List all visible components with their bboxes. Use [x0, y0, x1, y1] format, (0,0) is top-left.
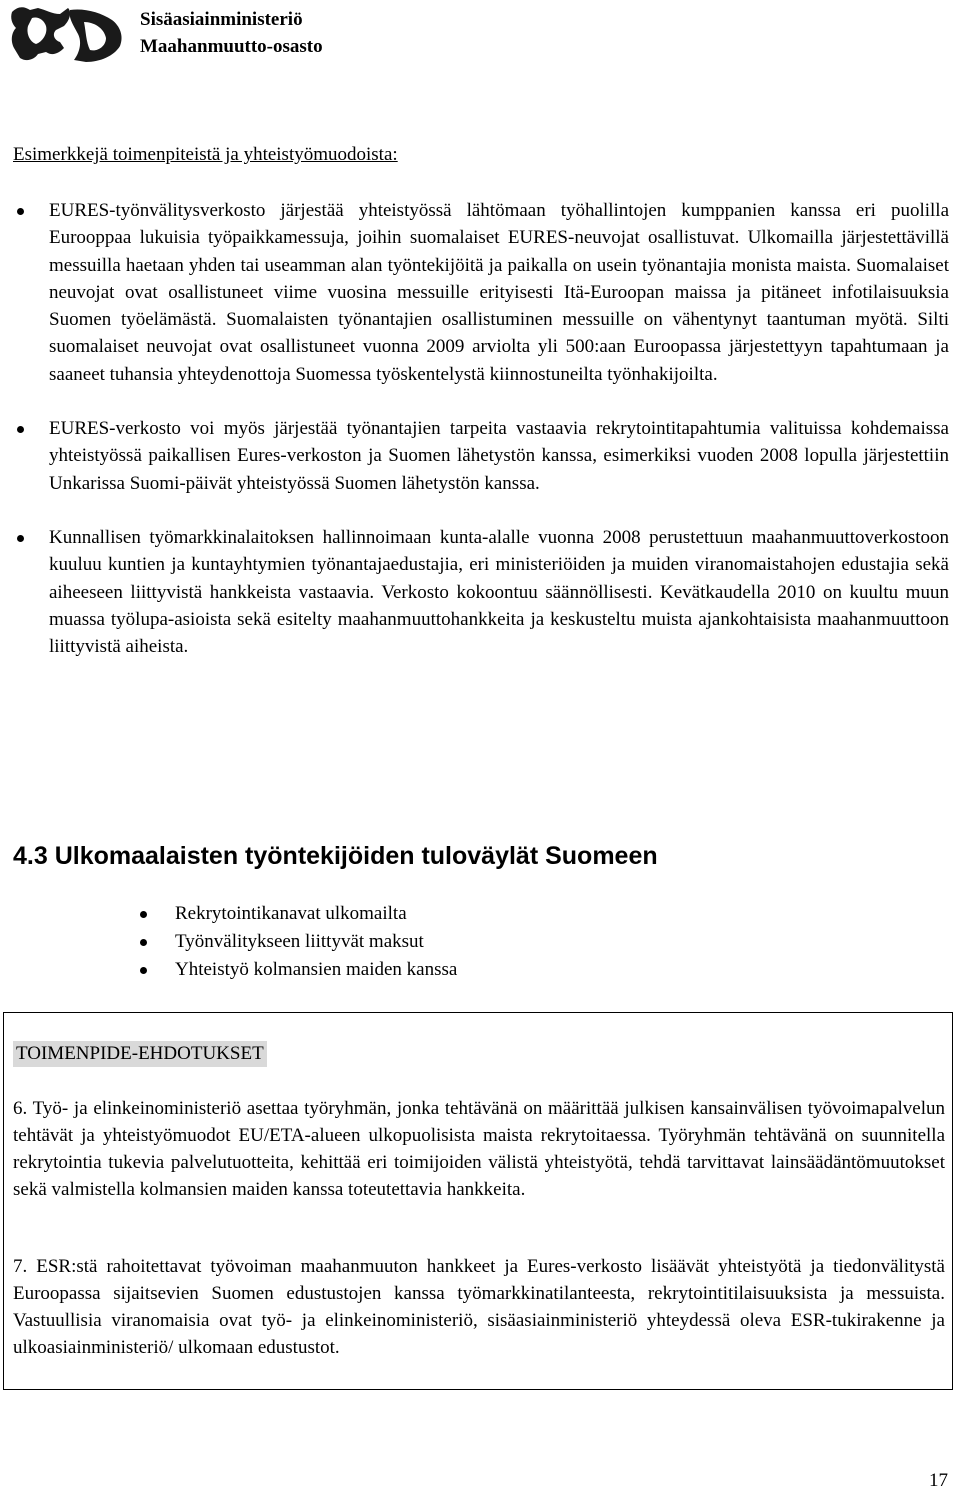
list-item: [138, 900, 457, 928]
examples-label: Esimerkkejä toimenpiteistä ja yhteistyömuodoista:: [13, 144, 398, 165]
list-item-text: Työnvälitykseen liittyvät maksut: [175, 931, 424, 952]
list-item: [13, 197, 949, 388]
section-heading: 4.3 Ulkomaalaisten työntekijöiden tuloväylät Suomeen: [13, 842, 658, 870]
header-organization: [140, 6, 323, 60]
proposals-box: [3, 1012, 953, 1390]
bullet-icon: [17, 535, 24, 542]
list-item-text: Yhteistyö kolmansien maiden kanssa: [175, 959, 458, 980]
list-item: [138, 956, 457, 984]
list-item-text: EURES-työnvälitysverkosto järjestää yhteistyössä lähtömaan työhallintojen kumppanien kanssa eri puolilla Eurooppaa lukuisia työpaikkamessuja, joihin suomalaiset EURES-neuvojat osallistuvat. Ulkomailla järjestettävillä messuilla haetaan yhden tai useamman alan työntekijöitä ja paikalla on usein työnantajia monista maista. Suomalaiset neuvojat ovat osallistuneet viime vuosina messuille erityisesti Itä-Euroopan maissa ja pitäneet infotilaisuuksia Suomen työelämästä. Suomalaisten työnantajien osallistuminen messuille on vähentynyt taantuman myötä. Silti suomalaiset neuvojat ovat osallistuneet vuonna 2009 arviolta yli 500:aan Euroopassa järjestettyyn tapahtumaan ja saaneet tuhansia yhteydenottoja Suomessa työskentelystä kiinnostuneilta työnhakijoilta.: [49, 200, 949, 385]
section-topics-list: [138, 900, 457, 984]
list-item-text: Kunnallisen työmarkkinalaitoksen hallinnoimaan kunta-alalle vuonna 2008 perustettuun maahanmuuttoverkostoon kuuluu kuntien ja kuntayhtymien työnantajaedustajia, eri ministeriöiden ja muiden viranomaistahojen edustajia sekä aiheeseen liittyvistä hankkeista vastaavia. Verkosto kokoontuu säännöllisesti. Kevätkaudella 2010 on kuultu muun muassa työlupa-asioista sekä esitelty maahanmuuttohankkeita ja keskusteltu muista ajankohtaisista maahanmuuttoon liittyvistä aiheista.: [49, 526, 949, 658]
list-item-text: EURES-verkosto voi myös järjestää työnantajien tarpeita vastaavia rekrytointitapahtumia valituissa kohdemaissa yhteistyössä paikallisen Eures-verkoston ja Suomen lähetystön kanssa, esimerkiksi vuoden 2008 lopulla järjestettiin Unkarissa Suomi-päivät yhteistyössä Suomen lähetystön kanssa.: [49, 418, 949, 494]
proposals-title: TOIMENPIDE-EHDOTUKSET: [13, 1041, 267, 1067]
bullet-icon: [17, 208, 24, 215]
examples-list: [13, 197, 949, 687]
proposal-item: 6. Työ- ja elinkeinoministeriö asettaa työryhmän, jonka tehtävänä on määrittää julkisen kansainvälisen työvoimapalvelun tehtävät ja yhteistyömuodot EU/ETA-alueen ulkopuolisista maista rekrytoitaessa. Työryhmän tehtävänä on suunnitella rekrytointia tukevia palvelutuotteita, kehittää eri toimijoiden välistä yhteistyötä, tehdä tarvittavat lainsäädäntömuutokset sekä valmistella kolmansien maiden kanssa toteutettavia hankkeita.: [13, 1098, 945, 1200]
ministry-name: Sisäasiainministeriö: [140, 9, 303, 30]
bullet-icon: [140, 967, 147, 974]
list-item-text: Rekrytointikanavat ulkomailta: [175, 903, 407, 924]
list-item: [13, 524, 949, 660]
page-number: 17: [929, 1470, 948, 1491]
proposal-item: 7. ESR:stä rahoitettavat työvoiman maahanmuuton hankkeet ja Eures-verkosto lisäävät yhteistyötä ja tiedonvälitystä Euroopassa sijaitsevien Suomen edustustojen kanssa työmarkkinatilanteesta, rekrytointitilaisuuksista ja messuista. Vastuullisia viranomaisia ovat työ- ja elinkeinoministeriö, sisäasiainministeriö yhteydessä oleva ESR-tukirakenne ja ulkoasiainministeriö/ ulkomaan edustustot.: [13, 1256, 945, 1358]
list-item: [138, 928, 457, 956]
bullet-icon: [140, 939, 147, 946]
ministry-logo-icon: [8, 4, 126, 68]
department-name: Maahanmuutto-osasto: [140, 36, 323, 57]
bullet-icon: [17, 426, 24, 433]
list-item: [13, 415, 949, 497]
bullet-icon: [140, 911, 147, 918]
